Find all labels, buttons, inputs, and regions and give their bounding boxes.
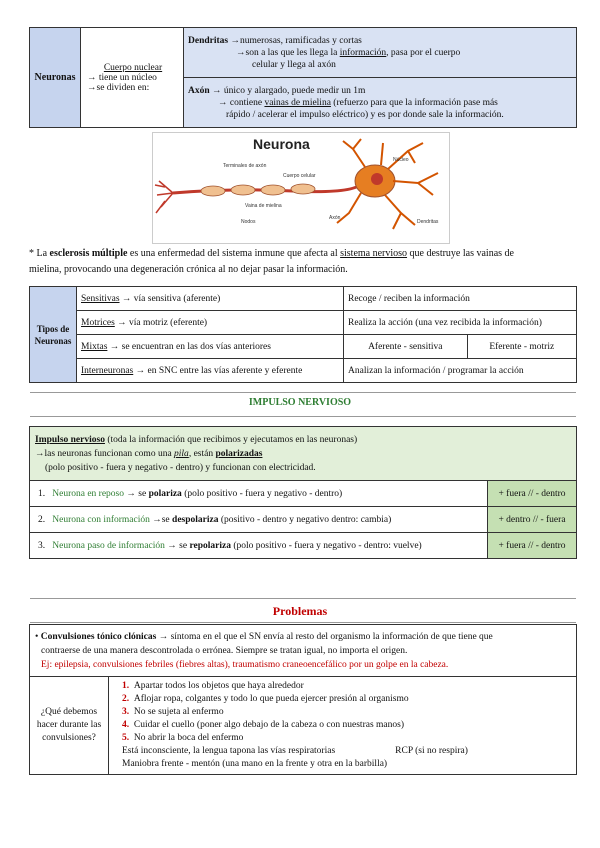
tipos-row-1 <box>77 287 344 311</box>
step-charge-3: + fuera // - dentro <box>488 533 577 559</box>
convulsiones-example: Ej: epilepsia, convulsiones febriles (fiebres altas), traumatismo craneoencefálico por un golpe en la cabeza. <box>41 659 449 670</box>
dendritas-line2a: →son a las que les llega la <box>236 47 340 58</box>
step-arrow-3: → se <box>164 540 190 551</box>
problemas-heading: Problemas <box>272 604 328 618</box>
dendritas-title: Dendritas <box>188 35 229 46</box>
step-arrow-2: →se <box>149 514 173 525</box>
step-num-3: 3. <box>38 540 46 551</box>
prob-step-text-2: Aflojar ropa, colgantes y todo lo que pueda ejercer presión al organismo <box>133 694 409 704</box>
axon-line3: rápido / acelerar el impulso eléctrico) y es por donde sale la información. <box>226 109 504 120</box>
impulso-line2b: pila <box>174 448 189 459</box>
dendritas-line2c: , pasa por el cuerpo <box>386 47 461 58</box>
convulsiones-term: Convulsiones tónico clónicas <box>40 631 157 642</box>
sclerosis-mid: es una enfermedad del sistema inmune que afecta al <box>127 248 341 259</box>
step-state-1: Neurona en reposo <box>52 488 125 499</box>
sclerosis-line2: mielina, provocando una degeneración crónica al no dejar pasar la información. <box>29 264 348 275</box>
step-rest-2: (positivo - dentro y negativo dentro: cambia) <box>218 514 392 525</box>
step-rest-3: (polo positivo - fuera y negativo - dentro: vuelve) <box>230 540 422 551</box>
prob-step-num-1: 1. <box>122 681 130 691</box>
prob-step-num-3: 3. <box>122 707 130 717</box>
dendritas-line1: →numerosas, ramificadas y cortas <box>228 35 362 46</box>
impulso-step-2 <box>30 507 488 533</box>
axon-title: Axón <box>188 85 210 96</box>
prob-step-num-2: 2. <box>122 694 130 704</box>
step-state-3: Neurona paso de información <box>52 540 165 551</box>
step-num-1: 1. <box>38 488 46 499</box>
sclerosis-note <box>29 246 577 278</box>
convulsiones-line2: contraerse de una manera descontrolada o errónea. Siempre se tratan igual, no importa el origen. <box>41 645 408 656</box>
sclerosis-term: esclerosis múltiple <box>49 248 128 259</box>
prob-step-text-4: Cuidar el cuello (poner algo debajo de la cabeza o con nuestras manos) <box>133 720 404 730</box>
step-num-2: 2. <box>38 514 46 525</box>
prob-step-text-1: Apartar todos los objetos que haya alrededor <box>133 681 304 691</box>
step-charge-1: + fuera // - dentro <box>488 481 577 507</box>
tipo-desc-2: → vía motriz (eferente) <box>114 317 208 328</box>
impulso-step-1 <box>30 481 488 507</box>
tipo-desc-4: → en SNC entre las vías aferente y eferente <box>133 365 303 376</box>
tipo-func-3b: Eferente - motriz <box>467 335 576 359</box>
divider-4 <box>30 622 576 623</box>
impulso-intro-rest: (toda la información que recibimos y ejecutamos en las neuronas) <box>104 434 358 445</box>
prob-step-num-4: 4. <box>122 720 130 730</box>
tipo-func-2: Realiza la acción (una vez recibida la información) <box>344 311 577 335</box>
tipo-name-2: Motrices <box>81 317 115 328</box>
sclerosis-prefix: * La <box>29 248 50 259</box>
step-verb-2: despolariza <box>172 514 219 525</box>
dendritas-cell <box>184 28 577 78</box>
divider-1 <box>30 392 576 393</box>
label-cell-body: Cuerpo celular <box>283 173 316 179</box>
step-arrow-1: → se <box>124 488 149 499</box>
axon-cell <box>184 78 577 128</box>
prob-step-num-5: 5. <box>122 733 130 743</box>
label-myelin: Vaina de mielina <box>245 203 282 209</box>
tipo-func-1: Recoge / reciben la información <box>344 287 577 311</box>
impulso-heading: IMPULSO NERVIOSO <box>248 397 352 408</box>
tipo-desc-3: → se encuentran en las dos vías anteriores <box>107 341 271 352</box>
axon-line2b: vainas de mielina <box>264 97 331 108</box>
sclerosis-term2: sistema nervioso <box>340 248 408 259</box>
divider-3 <box>30 598 576 599</box>
impulso-step-3 <box>30 533 488 559</box>
problemas-table <box>29 624 577 775</box>
tipo-name-1: Sensitivas <box>81 293 120 304</box>
dendritas-line3: celular y llega al axón <box>252 59 336 70</box>
tipo-name-4: Interneuronas <box>81 365 134 376</box>
neuronas-label: Neuronas <box>30 28 81 128</box>
impulso-table <box>29 426 577 559</box>
tipo-desc-1: → vía sensitiva (aferente) <box>119 293 221 304</box>
neuronas-table <box>29 27 577 128</box>
dendritas-line2b: información <box>339 47 387 58</box>
step-verb-1: polariza <box>148 488 182 499</box>
tipos-row-3 <box>77 335 344 359</box>
label-terminals: Terminales de axón <box>223 163 267 169</box>
impulso-intro <box>30 427 577 481</box>
nucleus-line2: →se dividen en: <box>87 82 150 93</box>
prob-after1b: RCP (si no respira) <box>395 746 468 756</box>
impulso-line2c: , están <box>188 448 216 459</box>
sclerosis-suffix: que destruye las vainas de <box>407 248 514 259</box>
tipos-row-4 <box>77 359 344 383</box>
label-axon: Axón <box>329 215 341 221</box>
tipo-name-3: Mixtas <box>81 341 108 352</box>
impulso-line2a: →las neuronas funcionan como una <box>35 448 175 459</box>
label-nodes: Nodos <box>241 219 256 225</box>
neuron-diagram <box>152 132 450 244</box>
step-charge-2: + dentro // - fuera <box>488 507 577 533</box>
tipo-func-4: Analizan la información / programar la acción <box>344 359 577 383</box>
prob-after1: Está inconsciente, la lengua tapona las vías respiratorias <box>122 746 336 756</box>
impulso-term: Impulso nervioso <box>35 434 105 445</box>
tipos-table <box>29 286 577 383</box>
divider-2 <box>30 416 576 417</box>
label-dendrites: Dendritas <box>417 219 439 225</box>
impulso-line2d: polarizadas <box>215 448 263 459</box>
nucleus-line1: → tiene un núcleo <box>87 72 157 83</box>
convulsiones-cell: • Convulsiones tónico clónicas → síntoma en el que el SN envía al resto del organismo la información de que tiene que contraerse de una manera descontrolada o errónea. Siempre se tratan igual, no importa el origen. Ej: epilepsia, convulsiones febriles (fiebres altas), traumatismo craneoencefálico por un golpe en la cabeza. <box>30 625 577 677</box>
nucleus-title: Cuerpo nuclear <box>103 62 163 73</box>
question-cell: ¿Qué debemos hacer durante las convulsiones? <box>30 677 109 775</box>
diagram-title: Neurona <box>253 136 310 152</box>
step-rest-1: (polo positivo - fuera y negativo - dentro) <box>181 488 343 499</box>
axon-line2a: → contiene <box>218 97 265 108</box>
convulsiones-rest: → síntoma en el que el SN envía al resto del organismo la información de que tiene que <box>156 631 493 642</box>
prob-after2: Maniobra frente - mentón (una mano en la frente y otra en la barbilla) <box>122 759 388 769</box>
prob-step-text-3: No se sujeta al enfermo <box>133 707 224 717</box>
step-state-2: Neurona con información <box>52 514 150 525</box>
neuron-illustration <box>153 133 449 243</box>
axon-line1: → único y alargado, puede medir un 1m <box>209 85 366 96</box>
axon-line2c: (refuerzo para que la información pase más <box>330 97 498 108</box>
tipo-func-3a: Aferente - sensitiva <box>344 335 468 359</box>
nucleus-cell <box>81 28 184 128</box>
prob-step-text-5: No abrir la boca del enfermo <box>133 733 244 743</box>
tipos-label: Tipos de Neuronas <box>30 287 77 383</box>
steps-cell <box>109 677 577 775</box>
impulso-line3: (polo positivo - fuera y negativo - dentro) y funcionan con electricidad. <box>45 462 316 473</box>
tipos-row-2 <box>77 311 344 335</box>
step-verb-3: repolariza <box>189 540 231 551</box>
label-nucleus: Núcleo <box>393 157 409 163</box>
